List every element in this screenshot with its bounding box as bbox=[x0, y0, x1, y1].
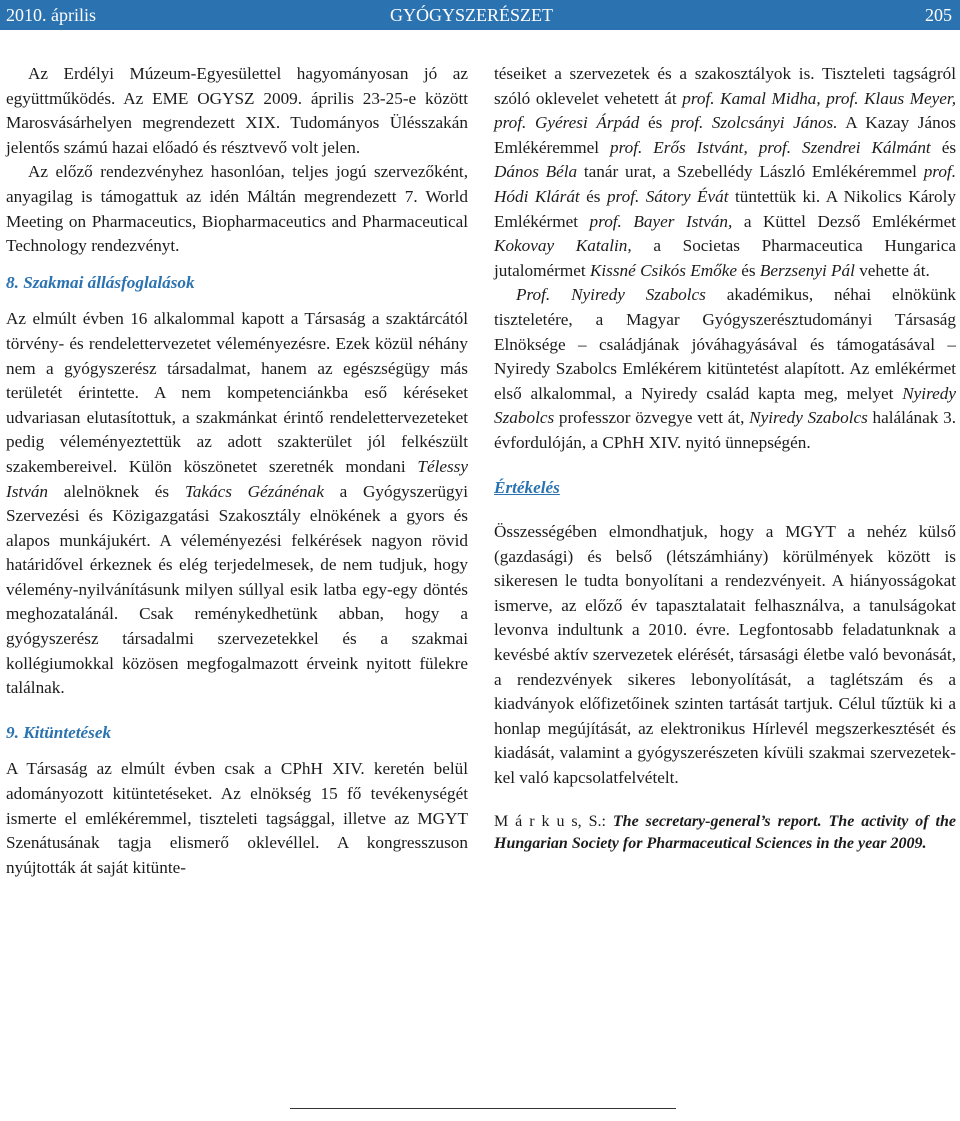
paragraph-world-meeting: Az előző rendezvényhez hasonlóan, teljes jogú szervezőként, anyagilag is támogattuk az idén Máltán megrendezett 7. World Meeting on Pharmaceutics, Biopharmaceutics and Pharmaceutical Technology rendezvényt. bbox=[6, 162, 468, 256]
footer-divider bbox=[290, 1108, 676, 1109]
left-column bbox=[6, 62, 468, 880]
paragraph-evaluation: Összességében elmondhatjuk, hogy a MGYT a nehéz külső (gazdasági) és belső (létszámhiány) körülmények között is sikeresen le tudta bonyolítani a rendezvényeit. A hiányosságokat ismerve, az előző év tapasztalatait felhasználva, a tanulságokat levonva indultunk a 2010. évre. Legfontosabb feladatunknak a kevésbé aktív szervezetek elérését, társasági életbe való bevonását, a rendezvények sikeres lebonyolítását, a taglétszám és a kiadványok előfizetőinek szinten tartását tartjuk. Célul tűztük ki a honlap megújítását, az elektronikus Hírlevél megszerkesztését és kiadását, valamint a gyógyszerészeten kívüli szakmai szervezetekkel való kapcsolatfelvételt. bbox=[494, 522, 956, 788]
paragraph-eme: Az Erdélyi Múzeum-Egyesülettel hagyományosan jó az együttműködés. Az EME OGYSZ 2009. április 23-25-e között Marosvásárhelyen megrendezett XIX. Tudományos Ülésszakán jelentős számú hazai előadó és résztvevő volt jelen. bbox=[6, 64, 468, 157]
header-date: 2010. április bbox=[6, 5, 96, 25]
page-header bbox=[0, 0, 960, 30]
section-heading-evaluation: Értékelés bbox=[494, 477, 560, 497]
paragraph-opinions: Az elmúlt évben 16 alkalommal kapott a Társaság a szaktárcától törvény- és rendelettervezetet véleményezésre. Ezek közül néhány nem a gyógyszerész társadalmat, hanem az egészségügy más területét érintette. A nem kompetenciánkba eső kéréseket udvariasan elutasítottuk, a szakmánkat érintő rendelettervezeteket pedig véleményeztettük az adott szakterület jól felkészült szakembereivel. Külön köszönetet szeretnék mondani Télessy István alelnöknek és Takács Gézánénak a Gyógyszerügyi Szervezési és Közigazgatási Szakosztály elnökének a gyors és alapos munkájukért. A véleményezési felkérések nagyon rövid határidővel érkeznek és elég terjedelmesek, de nem tudjuk, hogy vélemény-nyilvánításunk milyen súllyal esik latba egy-egy döntés meghozatalánál. Csak reménykedhetünk abban, hogy a gyógyszerész társadalmi szervezetekkel és a szakmai kollégiumokkal közösen megfogalmazott érveink nyitott fülekre találnak. bbox=[6, 309, 468, 698]
section-heading-8: 8. Szakmai állásfoglalások bbox=[6, 272, 195, 292]
summary-author: M á r k u s, S.: bbox=[494, 812, 606, 830]
section-heading-9: 9. Kitüntetések bbox=[6, 722, 112, 742]
summary-title: The secretary-general’s report. The activity of the Hungarian Society for Pharmaceutical Sciences in the year 2009. bbox=[494, 812, 957, 852]
english-summary bbox=[494, 811, 956, 855]
right-column bbox=[494, 62, 956, 855]
paragraph-honors: téseiket a szervezetek és a szakosztályok is. Tiszteleti tagságról szóló oklevelet vehetett át prof. Kamal Midha, prof. Klaus Meyer, prof. Gyéresi Árpád és prof. Szolcsányi János. A Kazay János Emlékéremmel prof. Erős Istvánt, prof. Szendrei Kálmánt és Dános Béla tanár urat, a Szebellédy László Emlékéremmel prof. Hódi Klárát és prof. Sátory Évát tüntettük ki. A Nikolics Károly Emlékérmet prof. Bayer István, a Küttel Dezső Emlékérmet Kokovay Katalin, a Societas Pharmaceutica Hungarica jutalomérmet Kissné Csikós Emőke és Berzsenyi Pál vehette át. bbox=[494, 64, 957, 280]
header-journal-title: GYÓGYSZERÉSZET bbox=[390, 5, 553, 25]
header-page-number: 205 bbox=[925, 5, 952, 25]
paragraph-nyiredy: Prof. Nyiredy Szabolcs akadémikus, néhai elnökünk tiszteletére, a Magyar Gyógyszerésztudományi Társaság Elnöksége – családjának jóváhagyásával és támogatásával – Nyiredy Szabolcs Emlékérem kitüntetést alapított. Az emlékérmet első alkalommal, a Nyiredy család kapta meg, melyet Nyiredy Szabolcs professzor özvegye vett át, Nyiredy Szabolcs halálának 3. évfordulóján, a CPhH XIV. nyitó ünnepségén. bbox=[494, 285, 957, 452]
paragraph-awards: A Társaság az elmúlt évben csak a CPhH XIV. keretén belül adományozott kitüntetéseket. Az elnökség 15 fő tevékenységét ismerte el emlékéremmel, tiszteleti tagsággal, illetve az MGYT Szenátusának tagja elismerő oklevéllel. A kongresszuson nyújtották át saját kitünte- bbox=[6, 759, 468, 877]
